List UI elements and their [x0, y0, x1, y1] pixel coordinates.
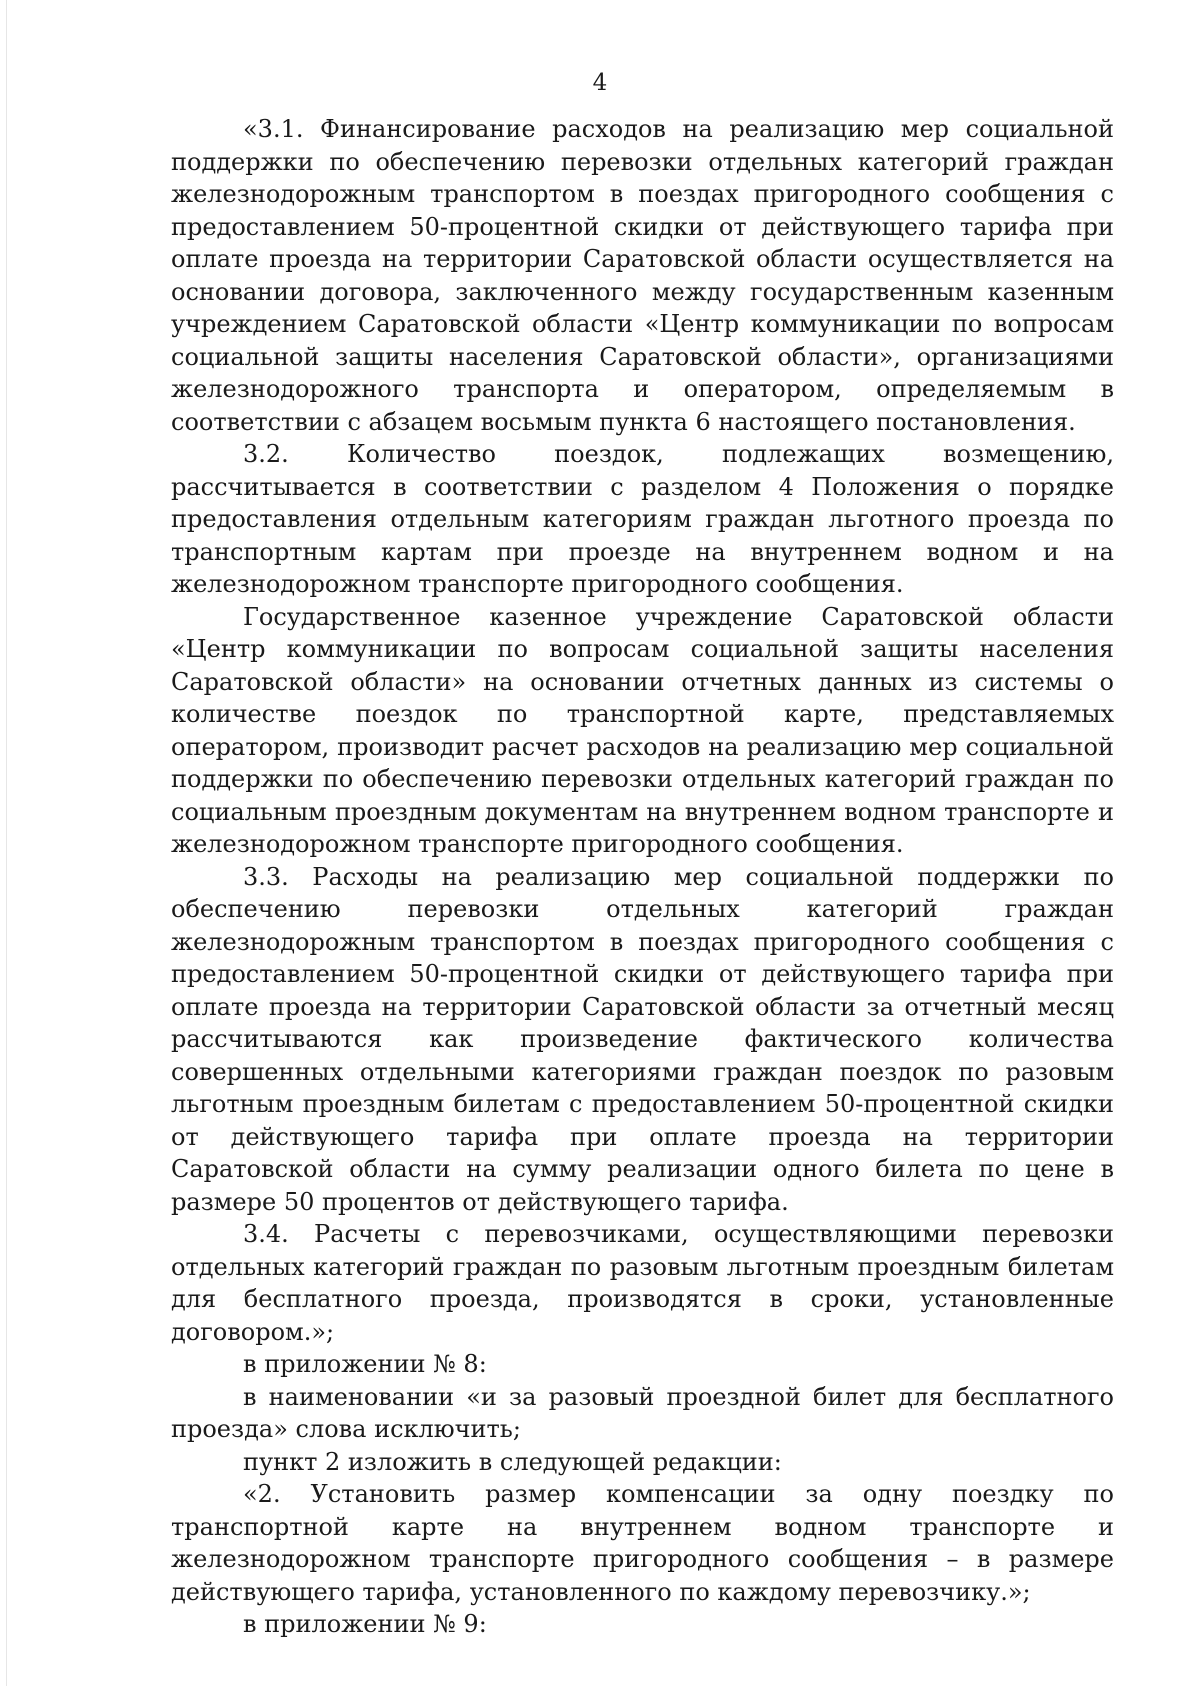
paragraph-point-2-intro: пункт 2 изложить в следующей редакции: [243, 1447, 782, 1476]
paragraph-3-3: 3.3. Расходы на реализацию мер социальной поддержки по обеспечению перевозки отдельных категорий граждан железнодорожным транспортом в поездах пригородного сообщения с предоставлением 50-процентной скидки от действующего тарифа при оплате проезда на территории Саратовской области за отчетный месяц рассчитываются как произведение фактического количества совершенных отдельными категориями граждан поездок по разовым льготным проездным билетам с предоставлением 50-процентной скидки от действующего тарифа при оплате проезда на территории Саратовской области на сумму реализации одного билета по цене в размере 50 процентов от действующего тарифа. [171, 862, 1114, 1216]
page-number: 4 [592, 70, 608, 96]
paragraph-3-1: «3.1. Финансирование расходов на реализацию мер социальной поддержки по обеспечению перевозки отдельных категорий граждан железнодорожным транспортом в поездах пригородного сообщения с предоставлением 50-процентной скидки от действующего тарифа при оплате проезда на территории Саратовской области осуществляется на основании договора, заключенного между государственным казенным учреждением Саратовской области «Центр коммуникации по вопросам социальной защиты населения Саратовской области», организациями железнодорожного транспорта и оператором, определяемым в соответствии с абзацем восьмым пункта 6 настоящего постановления. [171, 115, 1114, 436]
paragraph-appendix-9: в приложении № 9: [243, 1610, 487, 1638]
paragraph-3-2: 3.2. Количество поездок, подлежащих возмещению, рассчитывается в соответствии с разделом 4 Положения о порядке предоставления отдельным категориям граждан льготного проезда по транспортным картам при проезде на внутреннем водном и на железнодорожном транспорте пригородного сообщения. [171, 440, 1114, 598]
document-body [171, 113, 1114, 1641]
paragraph-point-2: «2. Установить размер компенсации за одну поездку по транспортной карте на внутреннем водном транспорте и железнодорожном транспорте пригородного сообщения – в размере действующего тарифа, установленного по каждому перевозчику.»; [171, 1480, 1114, 1606]
paragraph-title-amendment: в наименовании «и за разовый проездной билет для бесплатного проезда» слова исключить; [171, 1382, 1114, 1443]
paragraph-appendix-8: в приложении № 8: [243, 1350, 487, 1378]
paragraph-center-calculation: Государственное казенное учреждение Саратовской области «Центр коммуникации по вопросам социальной защиты населения Саратовской области» на основании отчетных данных из системы о количестве поездок по транспортной карте, представляемых оператором, производит расчет расходов на реализацию мер социальной поддержки по обеспечению перевозки отдельных категорий граждан по социальным проездным документам на внутреннем водном транспорте и железнодорожном транспорте пригородного сообщения. [171, 602, 1114, 858]
paragraph-3-4: 3.4. Расчеты с перевозчиками, осуществляющими перевозки отдельных категорий граждан по разовым льготным проездным билетам для бесплатного проезда, производятся в сроки, установленные договором.»; [171, 1220, 1114, 1346]
scan-edge-line [6, 0, 7, 1686]
